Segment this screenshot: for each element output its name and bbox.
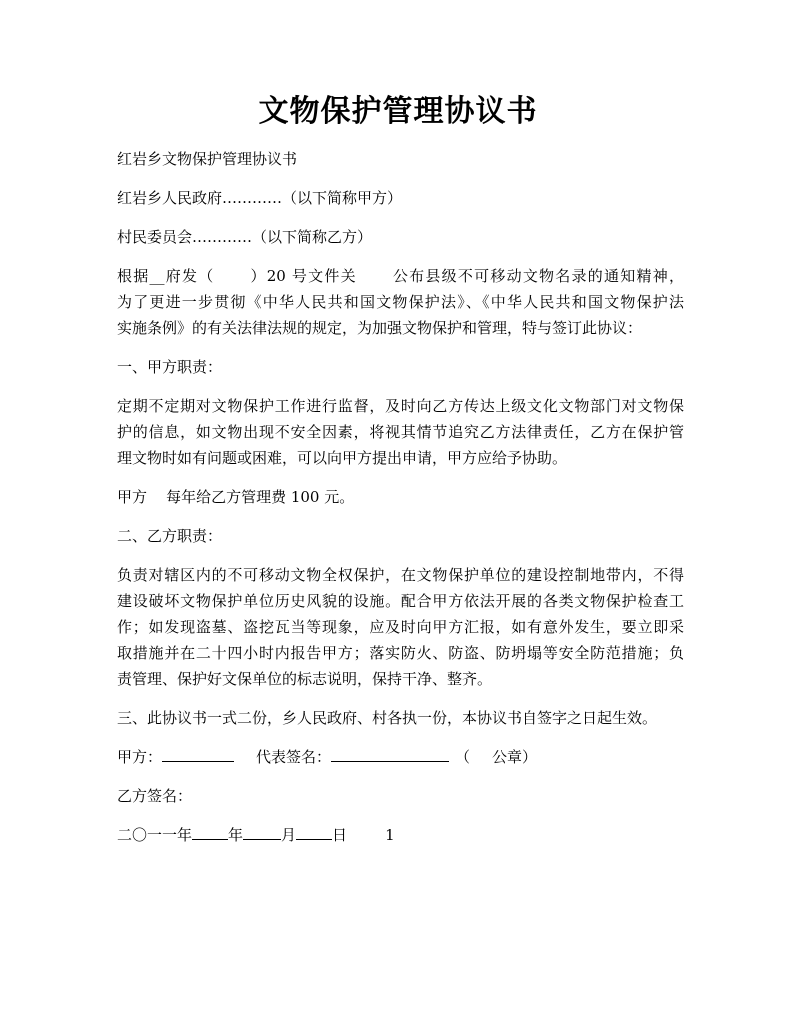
section2-line: 取措施并在二十四小时内报告甲方；落实防火、防盗、防坍塌等安全防范措施；负: [117, 644, 684, 662]
date-day-label: 日: [332, 826, 348, 844]
section2-heading: 二、乙方职责：: [117, 527, 223, 545]
representative-label: 代表签名：: [256, 748, 332, 766]
basis-paragraph: [117, 263, 684, 341]
section2-line: 作；如发现盗墓、盗挖瓦当等现象，应及时向甲方汇报，如有意外发生，要立即采: [117, 618, 684, 636]
date-month-blank[interactable]: [243, 825, 281, 840]
basis-line: 为了更进一步贯彻《中华人民共和国文物保护法》、《中华人民共和国文物保护法: [117, 293, 684, 311]
signature-a-line: [117, 744, 684, 770]
document-body: [117, 146, 684, 861]
section1-paragraph: [117, 393, 684, 471]
date-year-label: 年: [228, 826, 244, 844]
seal-label: 公章）: [492, 748, 538, 766]
party-b-intro: 村民委员会…………（以下简称乙方）: [117, 228, 373, 246]
section2-line: 负责对辖区内的不可移动文物全权保护，在文物保护单位的建设控制地带内，不得: [117, 566, 684, 584]
section1-line: 定期不定期对文物保护工作进行监督，及时向乙方传达上级文化文物部门对文物保: [117, 397, 684, 415]
date-year-prefix: 二〇一一年: [117, 826, 193, 844]
date-day-blank[interactable]: [296, 825, 332, 840]
page-number: 1: [385, 826, 395, 844]
subtitle: 红岩乡文物保护管理协议书: [117, 150, 298, 168]
signature-b-label: 乙方签名：: [117, 787, 193, 805]
section1-heading: 一、甲方职责：: [117, 358, 223, 376]
party-a-intro: 红岩乡人民政府…………（以下简称甲方）: [117, 189, 403, 207]
section3-paragraph: 三、此协议书一式二份，乡人民政府、村各执一份，本协议书自签字之日起生效。: [117, 709, 658, 727]
fee-line: 甲方 每年给乙方管理费 100 元。: [117, 488, 355, 506]
section1-line: 护的信息，如文物出现不安全因素，将视其情节追究乙方法律责任，乙方在保护管: [117, 423, 684, 441]
section1-line: 理文物时如有问题或困难，可以向甲方提出申请，甲方应给予协助。: [117, 449, 568, 467]
date-line: [117, 822, 684, 848]
representative-blank[interactable]: [331, 747, 449, 762]
basis-line: 根据__府发（ ）20 号文件关 公布县级不可移动文物名录的通知精神，: [117, 267, 684, 285]
basis-line: 实施条例》的有关法律法规的规定，为加强文物保护和管理，特与签订此协议：: [117, 319, 643, 337]
signature-a-label: 甲方：: [117, 748, 163, 766]
section2-line: 建设破坏文物保护单位历史风貌的设施。配合甲方依法开展的各类文物保护检查工: [117, 592, 684, 610]
seal-open: （: [455, 748, 471, 766]
section2-line: 责管理、保护好文保单位的标志说明，保持干净、整齐。: [117, 670, 493, 688]
signature-a-blank[interactable]: [162, 747, 234, 762]
section2-paragraph: [117, 562, 684, 692]
document-title: 文物保护管理协议书: [258, 94, 538, 129]
date-year-blank[interactable]: [192, 825, 228, 840]
date-month-label: 月: [281, 826, 297, 844]
